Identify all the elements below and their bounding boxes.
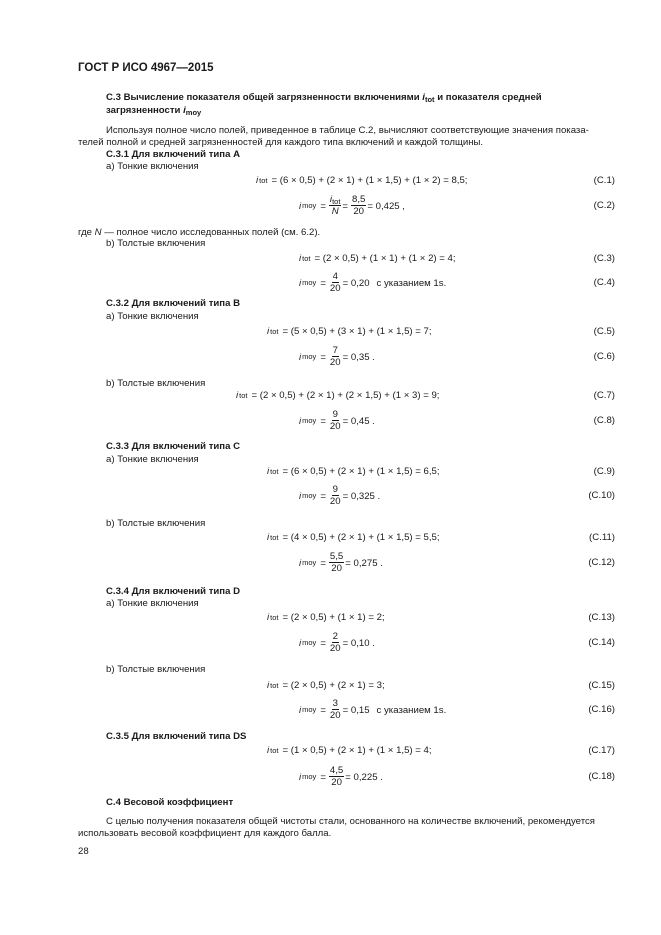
equals-sign: =: [342, 200, 349, 212]
fraction-denominator: 20: [331, 563, 342, 574]
equation-result: = 0,10 .: [342, 637, 375, 649]
group-heading: С.3.3 Для включений типа С: [106, 441, 241, 452]
symbol-i: i: [299, 415, 302, 427]
fraction-denominator: 20: [353, 206, 365, 217]
equation-number-c17: (С.17): [588, 745, 615, 756]
symbol-i-tot: $i_{tot}$: [422, 92, 435, 104]
symbol-i: i: [299, 253, 302, 264]
equation-i-moy: i moy = $\frac{9}{20}$ = 0,325 .: [299, 484, 381, 507]
equation-result: = 0,325 .: [342, 490, 381, 502]
section-c3-intro-line1: Используя полное число полей, приведенное в таблице С.2, вычисляют соответствующие значения показа-: [106, 125, 589, 136]
approx-sign: =: [320, 277, 326, 289]
section-c3-title-a: С.3 Вычисление показателя общей загрязненности включениями: [106, 92, 423, 103]
fraction: [329, 272, 342, 294]
equation-expression: = (6 × 0,5) + (2 × 1) + (1 × 1,5) + (1 × 2) = 8,5;: [271, 175, 468, 186]
equation-result: = 0,275 .: [345, 557, 383, 569]
equation-note: с указанием 1s.: [376, 704, 447, 716]
symbol-i: i: [267, 532, 270, 543]
equation-number-c18: (С.18): [588, 771, 615, 782]
section-c4-text-line1: С целью получения показателя общей чистоты стали, основанного на количестве включений, рекомендуется: [106, 816, 595, 827]
section-c4-title: С.4 Весовой коэффициент: [106, 797, 234, 808]
symbol-i: i: [299, 200, 302, 212]
fraction-denominator: 20: [329, 496, 341, 507]
equation-result: = 0,35 .: [342, 351, 375, 363]
equation-i-tot: i tot = (2 × 0,5) + (1 × 1) = 2;: [267, 612, 385, 623]
equation-i-moy: i moy = $\frac{7}{20}$ = 0,35 .: [299, 345, 375, 368]
inclusion-subtype-label: а) Тонкие включения: [106, 598, 199, 609]
symbol-i: i: [267, 680, 270, 691]
equation-i-tot: i tot = (2 × 0,5) + (2 × 1) + (2 × 1,5) + (1 × 3) = 9;: [236, 390, 440, 401]
equation-number: (С.16): [588, 704, 615, 715]
symbol-i: i: [299, 351, 302, 363]
equation-i-moy: i moy = $\frac{3}{20}$ = 0,15 с указанием 1s.: [299, 698, 447, 721]
inclusion-subtype-label: b) Толстые включения: [106, 664, 206, 675]
symbol-i-moy: $i_{moy}$: [183, 105, 202, 117]
equation-i-tot: i tot = (2 × 0,5) + (2 × 1) = 3;: [267, 680, 385, 691]
symbol-i: i: [267, 466, 270, 477]
equation-number: (С.9): [593, 466, 615, 477]
symbol-i: i: [256, 175, 259, 186]
equation-i-tot: i tot = (4 × 0,5) + (2 × 1) + (1 × 1,5) = 5,5;: [267, 532, 440, 543]
equation-number: (С.6): [593, 351, 615, 362]
section-c3-title: [106, 92, 542, 104]
group-ds-heading: С.3.5 Для включений типа DS: [106, 731, 247, 742]
fraction: [351, 195, 366, 217]
fraction-numerator: 3: [332, 698, 338, 709]
section-c3-intro-line2: телей полной и средней загрязненностей для каждого типа включений и каждой толщины.: [78, 137, 484, 148]
equation-i-tot: i tot = (2 × 0,5) + (1 × 1) + (1 × 2) = 4;: [299, 253, 456, 264]
equation-number: (С.11): [589, 532, 615, 543]
inclusion-subtype-label: b) Толстые включения: [106, 518, 206, 529]
note-n: где N — полное число исследованных полей (см. 6.2).: [78, 227, 321, 238]
inclusion-subtype-label: а) Тонкие включения: [106, 311, 199, 322]
equation-i-moy: i moy = $\frac{2}{20}$ = 0,10 .: [299, 631, 375, 654]
equation-number: (С.7): [593, 390, 615, 401]
approx-sign: =: [320, 637, 326, 649]
equation-number: (С.2): [593, 200, 615, 211]
fraction-numerator: 8,5: [352, 194, 366, 205]
fraction-numerator: 9: [332, 484, 338, 495]
equation-expression: = (2 × 0,5) + (2 × 1) + (2 × 1,5) + (1 × 3) = 9;: [251, 390, 440, 401]
equation-i-tot: i tot = (6 × 0,5) + (2 × 1) + (1 × 1,5) = 6,5;: [267, 466, 440, 477]
symbol-i: i: [299, 637, 302, 649]
equation-number: (С.4): [593, 277, 615, 288]
equation-i-moy: i moy = $\frac{5,5}{20}$ = 0,275 .: [299, 551, 383, 574]
equation-i-moy: i moy = $\frac{4}{20}$ = 0,20 с указанием 1s.: [299, 271, 447, 294]
equation-i-moy: i moy = $\frac{9}{20}$ = 0,45 .: [299, 409, 375, 432]
fraction-denominator: 20: [329, 357, 341, 368]
approx-sign: =: [320, 557, 326, 569]
equation-c17: i tot = (1 × 0,5) + (2 × 1) + (1 × 1,5) = 4;: [267, 745, 432, 756]
approx-sign: =: [320, 490, 326, 502]
equation-number: (С.13): [588, 612, 615, 623]
group-heading: С.3.1 Для включений типа А: [106, 149, 241, 160]
page-number: 28: [78, 846, 89, 857]
fraction-denominator: 20: [329, 710, 341, 721]
fraction-denominator: 20: [329, 421, 341, 432]
symbol-i: i: [267, 326, 270, 337]
fraction-numerator: 5,5: [329, 551, 344, 562]
equation-expression: = (2 × 0,5) + (1 × 1) + (1 × 2) = 4;: [314, 253, 456, 264]
approx-sign: =: [320, 415, 326, 427]
fraction-numerator: 4: [332, 271, 338, 282]
fraction-numerator: 9: [332, 409, 338, 420]
fraction: [329, 485, 342, 507]
symbol-i: i: [236, 390, 239, 401]
symbol-i: i: [267, 612, 270, 623]
section-c3-title-b: и показателя средней: [434, 92, 542, 103]
inclusion-subtype-label: b) Толстые включения: [106, 238, 206, 249]
approx-sign: =: [320, 351, 326, 363]
fraction-itot-over-n: [329, 195, 341, 217]
symbol-sub-tot: tot: [332, 197, 341, 206]
fraction: [329, 632, 342, 654]
fraction: [329, 552, 344, 574]
symbol-i: i: [299, 490, 302, 502]
fraction-numerator: 7: [332, 345, 338, 356]
equation-result: = 0,45 .: [342, 415, 375, 427]
symbol-i: i: [329, 194, 333, 205]
symbol-i: i: [299, 704, 302, 716]
equation-number: (С.1): [593, 175, 615, 186]
equation-result: = 0,425 ,: [367, 200, 405, 212]
equation-number: (С.5): [593, 326, 615, 337]
symbol-i: i: [299, 557, 302, 569]
fraction: [329, 346, 342, 368]
section-c3-title-c: загрязненности: [106, 105, 184, 116]
fraction-denominator: 20: [329, 283, 341, 294]
fraction-numerator: 2: [332, 631, 338, 642]
equation-note: с указанием 1s.: [376, 277, 447, 289]
equation-expression: = (2 × 0,5) + (2 × 1) = 3;: [282, 680, 385, 691]
group-heading: С.3.2 Для включений типа В: [106, 298, 241, 309]
fraction-denominator: N: [331, 206, 339, 217]
section-c3-title-line2: [106, 105, 201, 117]
approx-sign: =: [320, 704, 326, 716]
group-heading: С.3.4 Для включений типа D: [106, 586, 241, 597]
equation-i-tot: i tot = (6 × 0,5) + (2 × 1) + (1 × 1,5) + (1 × 2) = 8,5;: [256, 175, 468, 186]
equation-number: (С.12): [588, 557, 615, 568]
equation-number: (С.3): [593, 253, 615, 264]
equation-i-tot: i tot = (5 × 0,5) + (3 × 1) + (1 × 1,5) = 7;: [267, 326, 432, 337]
equation-number: (С.8): [593, 415, 615, 426]
equation-c18: i moy = $\frac{4,5}{20}$ = 0,225 .: [299, 765, 383, 788]
section-c4-text-line2: использовать весовой коэффициент для каждого балла.: [78, 828, 332, 839]
equation-expression: = (2 × 0,5) + (1 × 1) = 2;: [282, 612, 385, 623]
fraction: [329, 410, 342, 432]
equation-result: = 0,20: [342, 277, 370, 289]
page-header-title: ГОСТ Р ИСО 4967—2015: [78, 62, 214, 74]
inclusion-subtype-label: а) Тонкие включения: [106, 454, 199, 465]
fraction-denominator: 20: [329, 643, 341, 654]
equation-expression: = (4 × 0,5) + (2 × 1) + (1 × 1,5) = 5,5;: [282, 532, 440, 543]
inclusion-subtype-label: b) Толстые включения: [106, 378, 206, 389]
equation-expression: = (5 × 0,5) + (3 × 1) + (1 × 1,5) = 7;: [282, 326, 432, 337]
equation-number: (С.15): [588, 680, 615, 691]
equation-number: (С.14): [588, 637, 615, 648]
fraction: [329, 699, 342, 721]
fraction-numerator: [329, 195, 341, 206]
equation-number: (С.10): [588, 490, 615, 501]
symbol-i: i: [299, 277, 302, 289]
equation-i-moy: i moy = $\frac{i_{tot}}{N}$ = $\frac{8,5}{20}$ = 0,425 ,: [299, 194, 405, 217]
approx-sign: =: [320, 200, 326, 212]
equation-result: = 0,15: [342, 704, 370, 716]
equation-expression: = (6 × 0,5) + (2 × 1) + (1 × 1,5) = 6,5;: [282, 466, 440, 477]
inclusion-subtype-label: а) Тонкие включения: [106, 161, 199, 172]
